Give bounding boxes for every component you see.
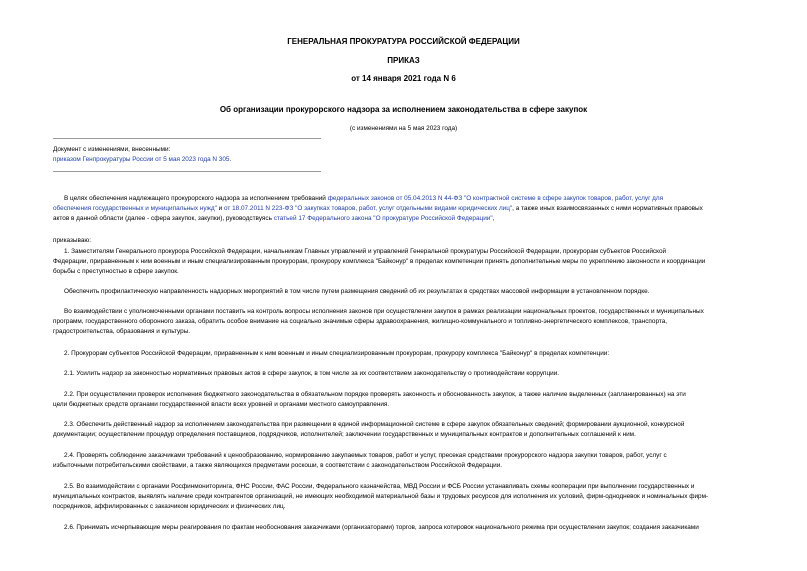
changes-box-label: Документ с изменениями, внесенными: xyxy=(53,146,171,153)
changes-box-bottom-rule xyxy=(53,171,321,172)
paragraph-6-line-2: цели бюджетных средств органами государственной власти всех уровней и органами местного самоуправления. xyxy=(53,401,390,408)
paragraph-6-line-1: 2.2. При осуществлении проверок исполнения бюджетного законодательства в обязательном порядке проверять законность и обоснованность закупок, а также наличие выделенных (запланированных) на эти xyxy=(64,391,686,398)
paragraph-10: 2.6. Принимать исчерпывающие меры реагирования по фактам необоснования заказчиками (организаторами) торгов, запроса котировок национального режима при осуществлении закупок; создания заказчиками xyxy=(64,524,699,531)
paragraph-3-line-3: градостроительства, образования и культуры. xyxy=(53,328,191,335)
federal-laws-link[interactable]: федеральных законов от 05.04.2013 N 44-ФЗ "О контрактной системе в сфере закупок товаров, работ, услуг для xyxy=(327,195,664,202)
changes-link[interactable]: приказом Генпрокуратуры России от 5 мая 2023 года N 305. xyxy=(53,156,232,163)
doc-date-number: от 14 января 2021 года N 6 xyxy=(351,74,456,83)
preamble-text: , а также иных взаимосвязанных с ними нормативных правовых xyxy=(512,205,703,212)
revision-note: (с изменениями на 5 мая 2023 года) xyxy=(349,125,458,132)
changes-box xyxy=(53,138,321,172)
paragraph-1-line-1: 1. Заместителям Генерального прокурора Российской Федерации, начальникам Главных управлений и управлений Генеральной прокуратуры Российской Федерации, прокурорам субъектов Российской xyxy=(64,248,667,255)
preamble-text: актов в данной области (далее - сфера закупок, закупки), руководствуясь xyxy=(53,215,274,222)
paragraph-8-line-2: избыточными потребительскими свойствами, а также являющихся предметами роскоши, в соответствии с законодательством Российской Федерации. xyxy=(53,462,503,469)
org-name: ГЕНЕРАЛЬНАЯ ПРОКУРАТУРА РОССИЙСКОЙ ФЕДЕРАЦИИ xyxy=(287,37,520,46)
preamble-line-3 xyxy=(53,214,494,224)
paragraph-1-line-3: борьбы с преступностью в сфере закупок. xyxy=(53,268,179,275)
federal-laws-link-cont[interactable]: обеспечения государственных и муниципальных нужд" xyxy=(53,205,217,212)
paragraph-7-line-2: документации; осуществлении процедур определения поставщиков, подрядчиков, исполнителей; заключении государственных и муниципальных контрактов и дополнительных соглашений к ним. xyxy=(53,431,636,438)
article-17-link[interactable]: статьей 17 Федерального закона "О прокуратуре Российской Федерации" xyxy=(273,215,493,222)
paragraph-9-line-2: муниципальных контрактов, выявлять наличие среди контрагентов организаций, не имеющих необходимой материальной базы и трудовых ресурсов для исполнения их условий, фирм-однодневок и номинальных фирм- xyxy=(53,493,709,500)
preamble-text: и xyxy=(216,205,224,212)
doc-type: ПРИКАЗ xyxy=(387,56,420,65)
preamble-text: , xyxy=(492,215,495,222)
preamble-line-2 xyxy=(53,204,703,214)
paragraph-9-line-1: 2.5. Во взаимодействии с органами Росфинмониторинга, ФНС России, ФАС России, Федерального казначейства, МВД России и ФСБ России устанавливать схемы кооперации при выполнении государственных и xyxy=(64,483,695,490)
paragraph-1-line-2: Федерации, приравненным к ним военным и иным специализированным прокурорам, прокурору комплекса "Байконур" в пределах компетенции принять дополнительные меры по укреплению законности и координации xyxy=(53,258,706,265)
changes-box-top-rule xyxy=(53,138,321,139)
doc-title: Об организации прокурорского надзора за исполнением законодательства в сфере закупок xyxy=(219,105,588,114)
order-word: приказываю: xyxy=(53,237,91,244)
law-223-link[interactable]: от 18.07.2011 N 223-ФЗ "О закупках товаров, работ, услуг отдельными видами юридических лиц" xyxy=(224,205,513,212)
paragraph-4: 2. Прокурорам субъектов Российской Федерации, приравненным к ним военным и иным специализированным прокурорам, прокурору комплекса "Байконур" в пределах компетенции: xyxy=(64,350,610,357)
preamble-line-1 xyxy=(64,194,663,204)
preamble-text: В целях обеспечения надлежащего прокурорского надзора за исполнением требований xyxy=(64,195,328,202)
paragraph-2: Обеспечить профилактическую направленность надзорных мероприятий в том числе путем размещения сведений об их результатах в средствах массовой информации в установленном порядке. xyxy=(64,288,650,295)
paragraph-3-line-1: Во взаимодействии с уполномоченными органами поставить на контроль вопросы исполнения законов при осуществлении закупок в рамках реализации национальных проектов, государственных и муниципальных xyxy=(64,308,704,315)
paragraph-9-line-3: посредников, аффилированных с заказчиком юридических и физических лиц. xyxy=(53,503,286,510)
paragraph-8-line-1: 2.4. Проверять соблюдение заказчиками требований к ценообразованию, нормированию закупаемых товаров, работ и услуг, пресекая средствами прокурорского надзора закупки товаров, работ, услуг с xyxy=(64,452,667,459)
paragraph-3-line-2: программ, государственного оборонного заказа, обратить особое внимание на социально значимые сферы здравоохранения, жилищно-коммунального и топливно-энергетического комплексов, транспорта, xyxy=(53,318,668,325)
paragraph-5: 2.1. Усилить надзор за законностью нормативных правовых актов в сфере закупок, в том числе за их соответствием законодательству о противодействии коррупции. xyxy=(64,370,560,377)
paragraph-7-line-1: 2.3. Обеспечить действенный надзор за исполнением законодательства при размещении в единой информационной системе в сфере закупок обязательных сведений; формировании аукционной, конкурсной xyxy=(64,421,685,428)
